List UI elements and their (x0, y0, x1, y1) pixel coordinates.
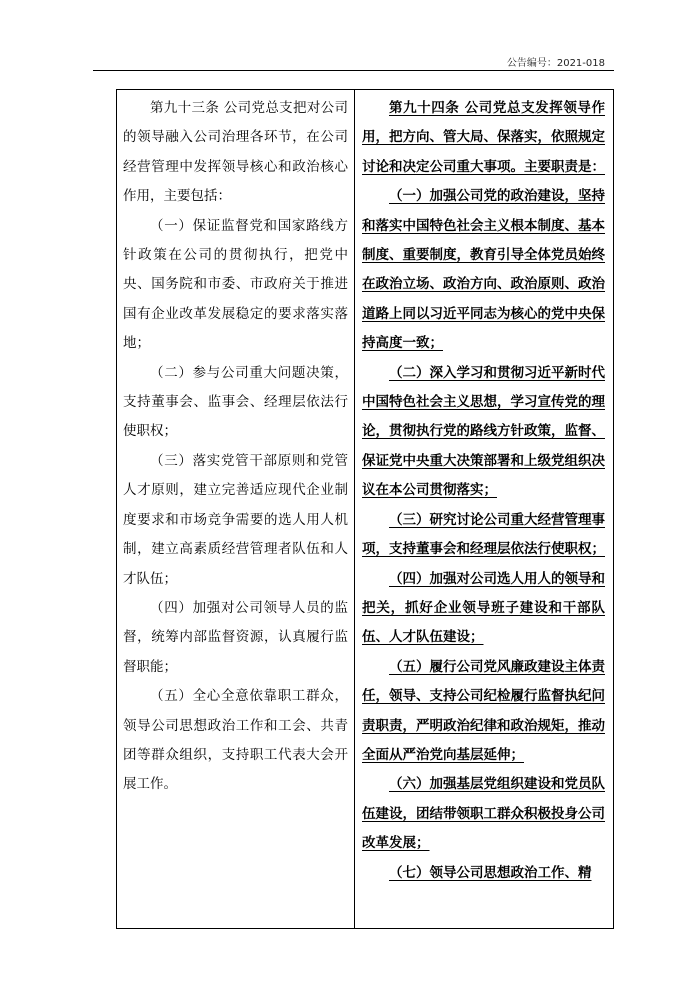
comparison-table (116, 89, 614, 929)
article-94-item-5: （五）履行公司党风廉政建设主体责任，领导、支持公司纪检履行监督执纪问责职责，严明政治纪律和政治规矩，推动全面从严治党向基层延伸； (362, 658, 605, 763)
article-94-item-6: （六）加强基层党组织建设和党员队伍建设，团结带领职工群众积极投身公司改革发展； (362, 776, 605, 852)
article-94-item-4: （四）加强对公司选人用人的领导和把关，抓好企业领导班子建设和干部队伍、人才队伍建设； (362, 570, 605, 646)
article-93-item-5: （五）全心全意依靠职工群众，领导公司思想政治工作和工会、共青团等群众组织，支持职工代表大会开展工作。 (123, 688, 348, 793)
article-93-item-4: （四）加强对公司领导人员的监督，统筹内部监督资源，认真履行监督职能； (123, 599, 348, 675)
article-94-item-2: （二）深入学习和贯彻习近平新时代中国特色社会主义思想，学习宣传党的理论，贯彻执行党的路线方针政策，监督、保证党中央重大决策部署和上级党组织决议在本公司贯彻落实； (362, 364, 605, 499)
article-93-item-2: （二）参与公司重大问题决策，支持董事会、监事会、经理层依法行使职权； (123, 364, 348, 440)
article-93-item-1: （一）保证监督党和国家路线方针政策在公司的贯彻执行，把党中央、国务院和市委、市政府关于推进国有企业改革发展稳定的要求落实落地； (123, 217, 348, 352)
article-94-item-7: （七）领导公司思想政治工作、精 (389, 864, 592, 881)
right-column-revised-text (355, 90, 613, 928)
article-94-item-3: （三）研究讨论公司重大经营管理事项，支持董事会和经理层依法行使职权； (362, 511, 605, 558)
header-rule (93, 70, 614, 71)
article-93-heading: 第九十三条 公司党总支把对公司的领导融入公司治理各环节，在公司经营管理中发挥领导核心和政治核心作用，主要包括： (123, 100, 348, 205)
article-94-heading: 第九十四条 公司党总支发挥领导作用，把方向、管大局、保落实，依照规定讨论和决定公司重大事项。主要职责是： (362, 100, 605, 175)
notice-number: 公告编号：2021-018 (506, 58, 605, 69)
left-column-original-text (117, 90, 355, 928)
article-93-item-3: （三）落实党管干部原则和党管人才原则，建立完善适应现代企业制度要求和市场竞争需要的选人用人机制，建立高素质经营管理者队伍和人才队伍； (123, 452, 348, 587)
article-94-item-1: （一）加强公司党的政治建设，坚持和落实中国特色社会主义根本制度、基本制度、重要制度，教育引导全体党员始终在政治立场、政治方向、政治原则、政治道路上同以习近平同志为核心的党中央保持高度一致； (362, 188, 605, 352)
